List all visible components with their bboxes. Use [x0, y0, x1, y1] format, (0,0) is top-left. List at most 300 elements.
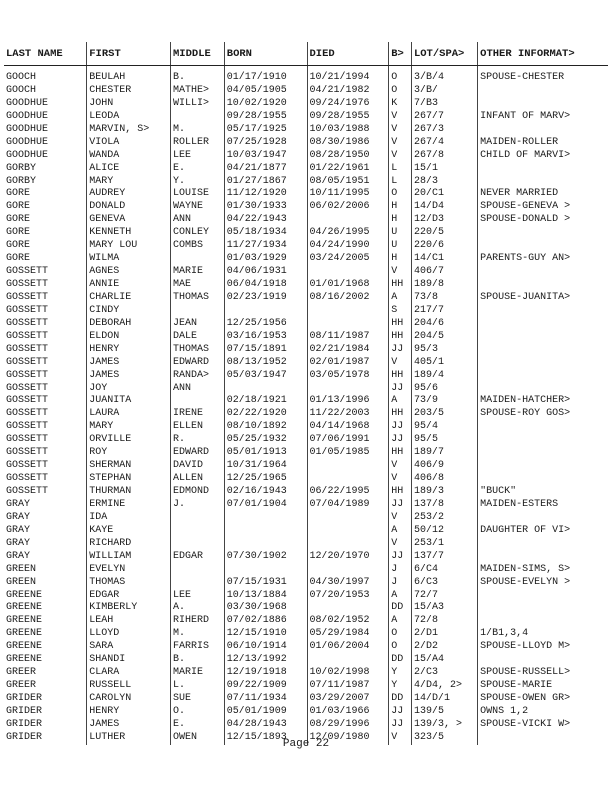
- cell-other-info: [478, 370, 608, 383]
- cell-born: 08/10/1892: [224, 421, 307, 434]
- cell-middle: EDWARD: [171, 357, 225, 370]
- cell-first: LEODA: [87, 111, 171, 124]
- cell-b: V: [389, 357, 412, 370]
- column-header-b: B>: [389, 42, 412, 66]
- cell-b: O: [389, 188, 412, 201]
- cell-middle: MAE: [171, 279, 225, 292]
- cell-b: A: [389, 292, 412, 305]
- cell-died: 04/30/1997: [307, 577, 389, 590]
- cell-lot-space: 15/A3: [411, 602, 477, 615]
- cell-lot-space: 189/8: [411, 279, 477, 292]
- cell-last-name: GOSSETT: [6, 343, 49, 355]
- cell-first: AUDREY: [87, 188, 171, 201]
- cell-last-name: GREER: [6, 667, 37, 679]
- cell-last-name: GRAY: [6, 537, 31, 549]
- cell-b: DD: [389, 654, 412, 667]
- cell-first: JOHN: [87, 98, 171, 111]
- cell-died: 01/03/1966: [307, 706, 389, 719]
- cell-middle: EDWARD: [171, 447, 225, 460]
- cell-other-info: [478, 538, 608, 551]
- cell-first: LAURA: [87, 408, 171, 421]
- cell-middle: Y.: [171, 176, 225, 189]
- cell-last-name: GORBY: [6, 162, 37, 174]
- cell-b: L: [389, 163, 412, 176]
- cell-other-info: [478, 344, 608, 357]
- cell-middle: LEE: [171, 150, 225, 163]
- cell-b: HH: [389, 408, 412, 421]
- cell-b: HH: [389, 331, 412, 344]
- cell-middle: [171, 538, 225, 551]
- cell-lot-space: 28/3: [411, 176, 477, 189]
- cell-born: 12/15/1910: [224, 628, 307, 641]
- cell-first: LUTHER: [87, 732, 171, 745]
- cell-first: WILLIAM: [87, 551, 171, 564]
- cell-first: CLARA: [87, 667, 171, 680]
- cell-last-name: GOSSETT: [6, 304, 49, 316]
- cell-other-info: [478, 473, 608, 486]
- cell-lot-space: 14/D4: [411, 201, 477, 214]
- cell-b: U: [389, 240, 412, 253]
- cell-lot-space: 323/5: [411, 732, 477, 745]
- cell-middle: [171, 395, 225, 408]
- table-row: [4, 693, 608, 706]
- cell-lot-space: 406/7: [411, 266, 477, 279]
- cell-first: DEBORAH: [87, 318, 171, 331]
- cell-first: CHESTER: [87, 85, 171, 98]
- cell-other-info: [478, 383, 608, 396]
- cell-first: ALICE: [87, 163, 171, 176]
- cell-died: 04/24/1990: [307, 240, 389, 253]
- table-row: [4, 628, 608, 641]
- cell-other-info: DAUGHTER OF VI>: [478, 525, 608, 538]
- cell-born: 04/22/1943: [224, 214, 307, 227]
- table-row: [4, 292, 608, 305]
- cell-born: 10/13/1884: [224, 590, 307, 603]
- cell-died: [307, 538, 389, 551]
- cell-last-name: GOSSETT: [6, 460, 49, 472]
- cell-first: MARY: [87, 421, 171, 434]
- cell-born: 07/30/1902: [224, 551, 307, 564]
- cell-born: 10/02/1920: [224, 98, 307, 111]
- cell-other-info: [478, 551, 608, 564]
- cell-lot-space: 189/4: [411, 370, 477, 383]
- cell-lot-space: 50/12: [411, 525, 477, 538]
- cell-lot-space: 203/5: [411, 408, 477, 421]
- cell-born: 12/25/1956: [224, 318, 307, 331]
- cell-first: JAMES: [87, 719, 171, 732]
- cell-born: 06/04/1918: [224, 279, 307, 292]
- cell-b: O: [389, 628, 412, 641]
- cell-last-name: GRIDER: [6, 705, 43, 717]
- cell-middle: MARIE: [171, 266, 225, 279]
- table-row: [4, 85, 608, 98]
- cell-lot-space: 253/2: [411, 512, 477, 525]
- cell-middle: THOMAS: [171, 344, 225, 357]
- cell-b: HH: [389, 486, 412, 499]
- cell-lot-space: 406/8: [411, 473, 477, 486]
- cell-other-info: SPOUSE-CHESTER: [478, 66, 608, 85]
- cell-born: 07/15/1891: [224, 344, 307, 357]
- cell-middle: ANN: [171, 383, 225, 396]
- cell-middle: M.: [171, 628, 225, 641]
- cell-b: Y: [389, 667, 412, 680]
- cell-died: 05/29/1984: [307, 628, 389, 641]
- cell-last-name: GORBY: [6, 175, 37, 187]
- cell-middle: WILLI>: [171, 98, 225, 111]
- cell-born: 12/19/1918: [224, 667, 307, 680]
- cell-other-info: SPOUSE-RUSSELL>: [478, 667, 608, 680]
- table-row: [4, 421, 608, 434]
- cell-born: 01/30/1933: [224, 201, 307, 214]
- cell-last-name: GOSSETT: [6, 266, 49, 278]
- cell-lot-space: 6/C4: [411, 564, 477, 577]
- cell-last-name: GOSSETT: [6, 382, 49, 394]
- table-row: [4, 486, 608, 499]
- cell-born: [224, 512, 307, 525]
- cell-lot-space: 4/D4, 2>: [411, 680, 477, 693]
- column-header-other-info: OTHER INFORMAT>: [478, 42, 608, 66]
- cell-b: JJ: [389, 551, 412, 564]
- cell-b: K: [389, 98, 412, 111]
- cell-lot-space: 95/6: [411, 383, 477, 396]
- cell-last-name: GORE: [6, 253, 31, 265]
- cell-last-name: GOSSETT: [6, 473, 49, 485]
- cell-middle: [171, 111, 225, 124]
- cell-lot-space: 20/C1: [411, 188, 477, 201]
- cell-first: SHERMAN: [87, 460, 171, 473]
- cell-other-info: [478, 279, 608, 292]
- cell-b: Y: [389, 680, 412, 693]
- cell-died: 07/11/1987: [307, 680, 389, 693]
- cell-lot-space: 406/9: [411, 460, 477, 473]
- cell-lot-space: 137/8: [411, 499, 477, 512]
- column-header-born: BORN: [224, 42, 307, 66]
- cell-died: [307, 525, 389, 538]
- cell-last-name: GOSSETT: [6, 434, 49, 446]
- table-row: [4, 111, 608, 124]
- cell-died: [307, 214, 389, 227]
- cell-b: V: [389, 137, 412, 150]
- cell-first: ANNIE: [87, 279, 171, 292]
- cell-first: CINDY: [87, 305, 171, 318]
- cell-last-name: GRAY: [6, 550, 31, 562]
- cell-lot-space: 204/5: [411, 331, 477, 344]
- cell-born: 04/21/1877: [224, 163, 307, 176]
- cell-middle: COMBS: [171, 240, 225, 253]
- cell-lot-space: 220/5: [411, 227, 477, 240]
- table-row: [4, 150, 608, 163]
- cell-lot-space: 189/3: [411, 486, 477, 499]
- cell-first: SHANDI: [87, 654, 171, 667]
- cell-last-name: GRAY: [6, 498, 31, 510]
- cell-died: 08/02/1952: [307, 615, 389, 628]
- cell-first: CAROLYN: [87, 693, 171, 706]
- cell-died: [307, 602, 389, 615]
- cell-other-info: SPOUSE-EVELYN >: [478, 577, 608, 590]
- cell-other-info: [478, 654, 608, 667]
- header-row: [4, 42, 608, 66]
- table-row: [4, 499, 608, 512]
- cell-other-info: SPOUSE-LLOYD M>: [478, 641, 608, 654]
- cell-first: WANDA: [87, 150, 171, 163]
- table-row: [4, 602, 608, 615]
- cell-born: 07/11/1934: [224, 693, 307, 706]
- cell-b: DD: [389, 602, 412, 615]
- cell-b: HH: [389, 318, 412, 331]
- cell-middle: MARIE: [171, 667, 225, 680]
- cell-other-info: [478, 512, 608, 525]
- cell-died: 10/03/1988: [307, 124, 389, 137]
- cell-last-name: GOSSETT: [6, 330, 49, 342]
- cell-lot-space: 2/D2: [411, 641, 477, 654]
- cell-first: LLOYD: [87, 628, 171, 641]
- cell-b: V: [389, 460, 412, 473]
- cell-died: [307, 564, 389, 577]
- cell-last-name: GRIDER: [6, 731, 43, 743]
- table-row: [4, 719, 608, 732]
- cell-died: 12/09/1980: [307, 732, 389, 745]
- cell-b: JJ: [389, 421, 412, 434]
- cell-middle: J.: [171, 499, 225, 512]
- table-row: [4, 538, 608, 551]
- cell-b: JJ: [389, 706, 412, 719]
- cell-other-info: [478, 266, 608, 279]
- cell-born: 05/01/1913: [224, 447, 307, 460]
- cell-born: 01/27/1867: [224, 176, 307, 189]
- cell-last-name: GOSSETT: [6, 369, 49, 381]
- cell-first: MARVIN, S>: [87, 124, 171, 137]
- cell-b: JJ: [389, 719, 412, 732]
- cell-first: EVELYN: [87, 564, 171, 577]
- cell-lot-space: 220/6: [411, 240, 477, 253]
- table-row: [4, 460, 608, 473]
- cell-last-name: GREEN: [6, 576, 37, 588]
- cell-born: 09/22/1909: [224, 680, 307, 693]
- cell-first: WILMA: [87, 253, 171, 266]
- cell-lot-space: 3/B/: [411, 85, 477, 98]
- cell-other-info: MAIDEN-HATCHER>: [478, 395, 608, 408]
- cell-first: STEPHAN: [87, 473, 171, 486]
- cell-died: 03/05/1978: [307, 370, 389, 383]
- cell-other-info: [478, 98, 608, 111]
- cell-last-name: GORE: [6, 214, 31, 226]
- cell-lot-space: 3/B/4: [411, 66, 477, 85]
- cell-first: SARA: [87, 641, 171, 654]
- burial-register-table: [4, 42, 608, 745]
- column-header-last-name: LAST NAME: [4, 42, 87, 66]
- cell-b: HH: [389, 447, 412, 460]
- cell-other-info: OWNS 1,2: [478, 706, 608, 719]
- cell-lot-space: 139/5: [411, 706, 477, 719]
- cell-born: 05/18/1934: [224, 227, 307, 240]
- cell-last-name: GRAY: [6, 524, 31, 536]
- table-row: [4, 667, 608, 680]
- cell-died: 08/16/2002: [307, 292, 389, 305]
- cell-lot-space: 95/3: [411, 344, 477, 357]
- cell-b: JJ: [389, 499, 412, 512]
- cell-died: [307, 305, 389, 318]
- cell-lot-space: 267/8: [411, 150, 477, 163]
- cell-born: 03/16/1953: [224, 331, 307, 344]
- cell-first: MARY LOU: [87, 240, 171, 253]
- cell-middle: B.: [171, 654, 225, 667]
- cell-last-name: GOSSETT: [6, 356, 49, 368]
- cell-other-info: [478, 85, 608, 98]
- cell-born: 07/01/1904: [224, 499, 307, 512]
- cell-died: 09/24/1976: [307, 98, 389, 111]
- cell-lot-space: 14/C1: [411, 253, 477, 266]
- cell-b: A: [389, 615, 412, 628]
- cell-died: 01/05/1985: [307, 447, 389, 460]
- cell-last-name: GRIDER: [6, 718, 43, 730]
- table-row: [4, 706, 608, 719]
- cell-other-info: MAIDEN-SIMS, S>: [478, 564, 608, 577]
- cell-last-name: GORE: [6, 188, 31, 200]
- table-row: [4, 473, 608, 486]
- cell-died: [307, 654, 389, 667]
- cell-died: [307, 460, 389, 473]
- cell-other-info: [478, 227, 608, 240]
- cell-died: 08/28/1950: [307, 150, 389, 163]
- table-row: [4, 370, 608, 383]
- cell-last-name: GREER: [6, 680, 37, 692]
- table-row: [4, 240, 608, 253]
- cell-last-name: GORE: [6, 227, 31, 239]
- cell-born: 02/16/1943: [224, 486, 307, 499]
- cell-died: 01/13/1996: [307, 395, 389, 408]
- cell-middle: B.: [171, 66, 225, 85]
- cell-last-name: GREENE: [6, 615, 43, 627]
- cell-other-info: NEVER MARRIED: [478, 188, 608, 201]
- cell-last-name: GORE: [6, 240, 31, 252]
- cell-died: 08/11/1987: [307, 331, 389, 344]
- cell-first: IDA: [87, 512, 171, 525]
- cell-middle: E.: [171, 719, 225, 732]
- cell-born: 02/22/1920: [224, 408, 307, 421]
- cell-died: 04/14/1968: [307, 421, 389, 434]
- cell-first: ORVILLE: [87, 434, 171, 447]
- cell-last-name: GOSSETT: [6, 447, 49, 459]
- cell-b: V: [389, 150, 412, 163]
- cell-first: THURMAN: [87, 486, 171, 499]
- cell-born: [224, 564, 307, 577]
- cell-last-name: GREENE: [6, 602, 43, 614]
- cell-other-info: [478, 447, 608, 460]
- table-row: [4, 590, 608, 603]
- cell-lot-space: 6/C3: [411, 577, 477, 590]
- cell-other-info: INFANT OF MARV>: [478, 111, 608, 124]
- cell-born: 04/06/1931: [224, 266, 307, 279]
- cell-first: JAMES: [87, 357, 171, 370]
- cell-born: 07/02/1886: [224, 615, 307, 628]
- cell-last-name: GOODHUE: [6, 136, 49, 148]
- cell-b: L: [389, 176, 412, 189]
- cell-other-info: [478, 434, 608, 447]
- cell-died: 07/04/1989: [307, 499, 389, 512]
- cell-first: ROY: [87, 447, 171, 460]
- table-row: [4, 564, 608, 577]
- cell-middle: ELLEN: [171, 421, 225, 434]
- table-row: [4, 176, 608, 189]
- cell-died: 08/05/1951: [307, 176, 389, 189]
- cell-last-name: GRIDER: [6, 693, 43, 704]
- cell-first: BEULAH: [87, 66, 171, 85]
- cell-died: [307, 512, 389, 525]
- table-row: [4, 201, 608, 214]
- cell-died: 07/06/1991: [307, 434, 389, 447]
- cell-lot-space: 137/7: [411, 551, 477, 564]
- cell-last-name: GOSSETT: [6, 486, 49, 497]
- cell-b: V: [389, 538, 412, 551]
- table-row: [4, 214, 608, 227]
- cell-first: KIMBERLY: [87, 602, 171, 615]
- cell-last-name: GOSSETT: [6, 395, 49, 407]
- table-row: [4, 357, 608, 370]
- cell-other-info: [478, 305, 608, 318]
- cell-born: 05/01/1909: [224, 706, 307, 719]
- cell-middle: JEAN: [171, 318, 225, 331]
- cell-b: O: [389, 641, 412, 654]
- cell-born: 03/30/1968: [224, 602, 307, 615]
- cell-died: [307, 383, 389, 396]
- cell-other-info: CHILD OF MARVI>: [478, 150, 608, 163]
- table-row: [4, 124, 608, 137]
- cell-born: 04/05/1905: [224, 85, 307, 98]
- cell-other-info: [478, 124, 608, 137]
- cell-lot-space: 72/8: [411, 615, 477, 628]
- cell-died: 01/22/1961: [307, 163, 389, 176]
- cell-middle: RANDA>: [171, 370, 225, 383]
- table-row: [4, 447, 608, 460]
- cell-b: V: [389, 111, 412, 124]
- cell-b: HH: [389, 370, 412, 383]
- table-row: [4, 253, 608, 266]
- cell-lot-space: 73/8: [411, 292, 477, 305]
- cell-first: CHARLIE: [87, 292, 171, 305]
- cell-died: 04/21/1982: [307, 85, 389, 98]
- cell-born: [224, 525, 307, 538]
- cell-born: 12/25/1965: [224, 473, 307, 486]
- cell-lot-space: 217/7: [411, 305, 477, 318]
- table-row: [4, 615, 608, 628]
- cell-last-name: GREENE: [6, 628, 43, 640]
- cell-born: 12/15/1893: [224, 732, 307, 745]
- cell-middle: [171, 253, 225, 266]
- cell-b: J: [389, 577, 412, 590]
- cell-other-info: [478, 357, 608, 370]
- cell-first: HENRY: [87, 706, 171, 719]
- table-row: [4, 395, 608, 408]
- cell-lot-space: 2/D1: [411, 628, 477, 641]
- table-row: [4, 227, 608, 240]
- cell-other-info: SPOUSE-MARIE: [478, 680, 608, 693]
- cell-middle: [171, 305, 225, 318]
- cell-born: 10/31/1964: [224, 460, 307, 473]
- table-row: [4, 305, 608, 318]
- cell-middle: R.: [171, 434, 225, 447]
- cell-middle: [171, 577, 225, 590]
- cell-middle: DAVID: [171, 460, 225, 473]
- cell-lot-space: 15/A4: [411, 654, 477, 667]
- cell-born: 06/10/1914: [224, 641, 307, 654]
- cell-other-info: [478, 163, 608, 176]
- register-body: [4, 66, 608, 745]
- cell-born: [224, 538, 307, 551]
- cell-lot-space: 95/5: [411, 434, 477, 447]
- cell-died: 01/06/2004: [307, 641, 389, 654]
- table-row: [4, 680, 608, 693]
- cell-born: 02/18/1921: [224, 395, 307, 408]
